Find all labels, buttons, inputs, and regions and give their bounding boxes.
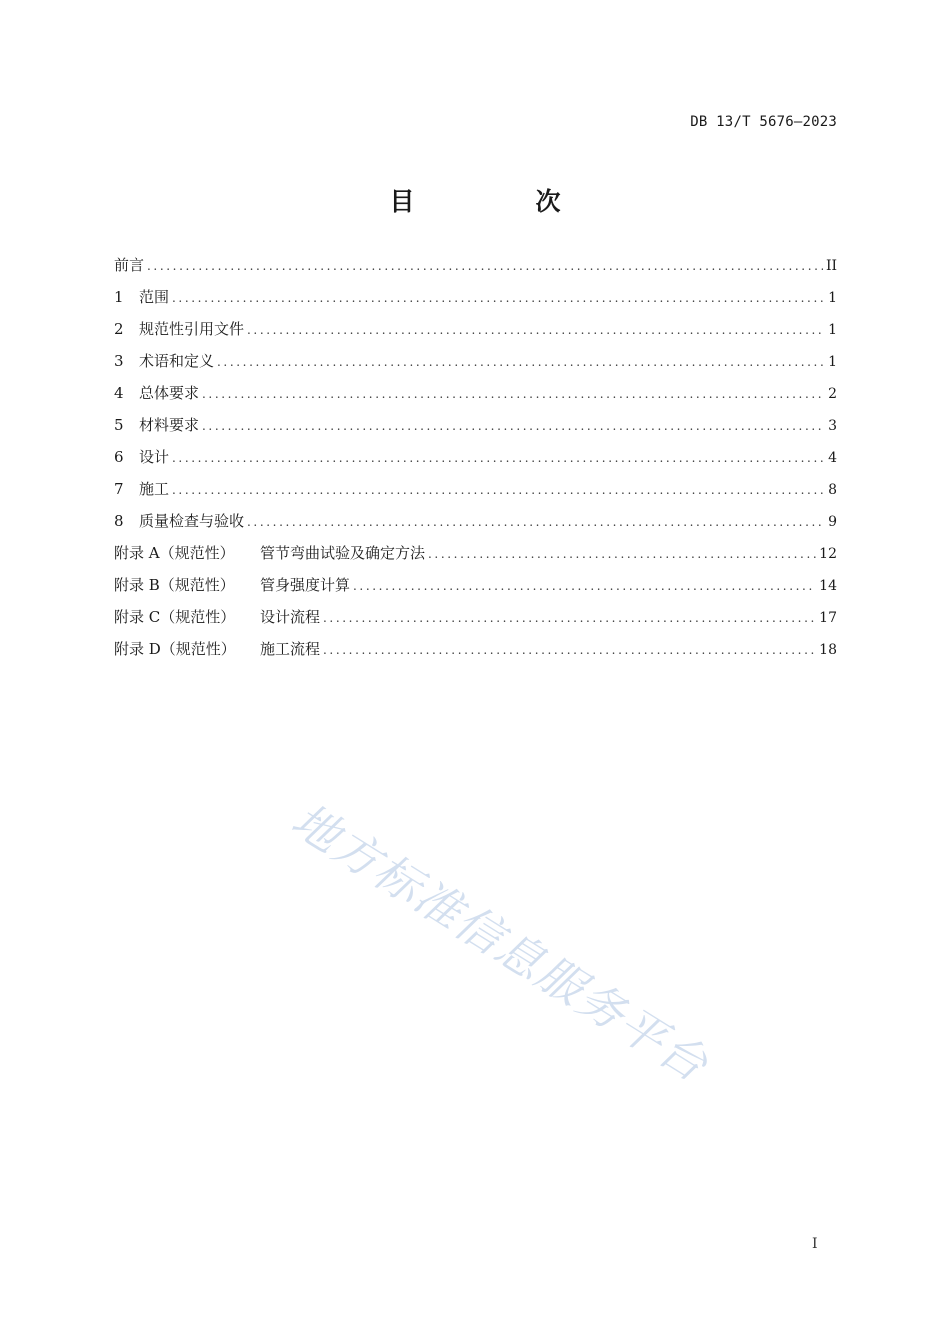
toc-entry-general-requirements[interactable]: [114, 382, 837, 414]
toc-entry-design[interactable]: [114, 446, 837, 478]
toc-leader-dots: [428, 543, 816, 565]
toc-entry-label: 管身强度计算: [260, 576, 351, 594]
toc-leader-dots: [323, 607, 816, 629]
toc-annex-prefix: 附录 C（规范性）: [114, 608, 236, 626]
toc-entry-annex-b[interactable]: [114, 574, 837, 606]
toc-leader-dots: [202, 415, 825, 437]
toc-entry-number: 1: [114, 288, 124, 306]
toc-entry-label: 前言: [114, 256, 145, 274]
toc-entry-label: 设计流程: [260, 608, 321, 626]
toc-entry-annex-c[interactable]: [114, 606, 837, 638]
toc-leader-dots: [247, 511, 825, 533]
toc-entry-label: 规范性引用文件: [139, 320, 245, 338]
toc-page-number: 12: [819, 546, 837, 562]
toc-entry-quality-inspection[interactable]: [114, 510, 837, 542]
toc-leader-dots: [217, 351, 825, 373]
toc-entry-label: 总体要求: [139, 384, 200, 402]
toc-annex-prefix: 附录 D（规范性）: [114, 640, 236, 658]
watermark: 地方标准信息服务平台: [282, 792, 719, 1093]
toc-page-number: 1: [828, 354, 837, 370]
toc-page-number: 2: [828, 386, 837, 402]
document-code: DB 13/T 5676—2023: [690, 114, 837, 130]
toc-entry-number: 8: [114, 512, 124, 530]
toc-leader-dots: [172, 287, 825, 309]
toc-page-number: II: [825, 258, 837, 274]
toc-leader-dots: [353, 575, 816, 597]
toc-page-number: 8: [828, 482, 837, 498]
toc-leader-dots: [172, 447, 825, 469]
toc-entry-annex-d[interactable]: [114, 638, 837, 670]
toc-page-number: 1: [828, 290, 837, 306]
toc-page-number: 4: [828, 450, 837, 466]
page-title: 目 次: [389, 187, 609, 216]
toc-page-number: 17: [819, 610, 837, 626]
toc-page-number: 18: [819, 642, 837, 658]
toc-leader-dots: [247, 319, 825, 341]
toc-page-number: 9: [828, 514, 837, 530]
toc-entry-normative-references[interactable]: [114, 318, 837, 350]
toc-entry-terms-definitions[interactable]: [114, 350, 837, 382]
toc-entry-material-requirements[interactable]: [114, 414, 837, 446]
toc-leader-dots: [202, 383, 825, 405]
toc-leader-dots: [172, 479, 825, 501]
toc-entry-label: 术语和定义: [139, 352, 215, 370]
toc-annex-prefix: 附录 A（规范性）: [114, 544, 235, 562]
toc-page-number: 3: [828, 418, 837, 434]
toc-entry-number: 6: [114, 448, 124, 466]
toc-entry-label: 施工: [139, 480, 170, 498]
toc-leader-dots: [323, 639, 816, 661]
toc-entry-label: 设计: [139, 448, 170, 466]
toc-entry-number: 2: [114, 320, 124, 338]
toc-entry-label: 范围: [139, 288, 170, 306]
toc-page-number: 1: [828, 322, 837, 338]
footer-page-number: I: [812, 1236, 818, 1252]
toc-entry-foreword[interactable]: [114, 254, 837, 286]
toc-page-number: 14: [819, 578, 837, 594]
toc-entry-construction[interactable]: [114, 478, 837, 510]
toc-entry-label: 施工流程: [260, 640, 321, 658]
toc-entry-label: 材料要求: [139, 416, 200, 434]
toc-entry-label: 质量检查与验收: [139, 512, 245, 530]
table-of-contents: [114, 254, 837, 670]
toc-entry-number: 4: [114, 384, 124, 402]
toc-entry-number: 7: [114, 480, 124, 498]
toc-entry-annex-a[interactable]: [114, 542, 837, 574]
toc-entry-number: 5: [114, 416, 124, 434]
toc-leader-dots: [147, 255, 823, 277]
toc-annex-prefix: 附录 B（规范性）: [114, 576, 235, 594]
toc-entry-scope[interactable]: [114, 286, 837, 318]
toc-entry-label: 管节弯曲试验及确定方法: [260, 544, 426, 562]
toc-entry-number: 3: [114, 352, 124, 370]
